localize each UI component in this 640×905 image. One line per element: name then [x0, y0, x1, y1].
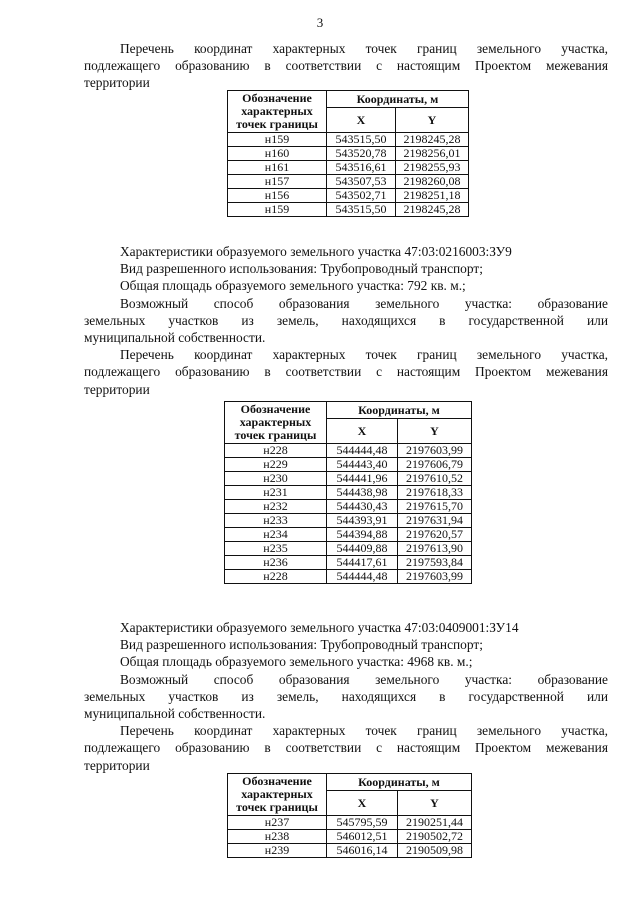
- table-row: [225, 500, 472, 514]
- table-row: [225, 486, 472, 500]
- method-line: муниципальной собственности.: [84, 330, 266, 346]
- method-line: Возможный способ образования земельного участка: образование: [120, 295, 608, 311]
- point-cell: н230: [225, 472, 327, 486]
- coordinates-table-2: [227, 773, 472, 858]
- method-line: муниципальной собственности.: [84, 706, 266, 722]
- x-cell: 544444,48: [327, 570, 398, 584]
- point-cell: н157: [228, 175, 327, 189]
- table-row: [225, 556, 472, 570]
- intro-line: Перечень координат характерных точек границ земельного участка,: [120, 41, 608, 56]
- coordinates-table-1: [224, 401, 472, 584]
- page-number: 3: [316, 15, 324, 30]
- y-cell: 2198245,28: [396, 203, 469, 217]
- point-cell: н159: [228, 133, 327, 147]
- y-cell: 2198255,93: [396, 161, 469, 175]
- table-row: [225, 514, 472, 528]
- y-cell: 2190502,72: [398, 830, 472, 844]
- table-row: [228, 189, 469, 203]
- table-row: [228, 816, 472, 830]
- point-cell: н236: [225, 556, 327, 570]
- y-cell: 2197593,84: [398, 556, 472, 570]
- y-cell: 2190509,98: [398, 844, 472, 858]
- x-cell: 544409,88: [327, 542, 398, 556]
- designation-header: Обозначение характерных точек границы: [228, 774, 327, 816]
- point-cell: н234: [225, 528, 327, 542]
- point-cell: н228: [225, 444, 327, 458]
- point-cell: н231: [225, 486, 327, 500]
- intro-line: подлежащего образованию в соответствии с настоящим Проектом межевания: [84, 740, 608, 756]
- coordinates-header: Координаты, м: [327, 402, 472, 419]
- table-row: [228, 147, 469, 161]
- point-cell: н159: [228, 203, 327, 217]
- designation-header: Обозначение характерных точек границы: [225, 402, 327, 444]
- y-cell: 2190251,44: [398, 816, 472, 830]
- point-cell: н238: [228, 830, 327, 844]
- section-2-text: [84, 619, 608, 774]
- area-line: Общая площадь образуемого земельного участка: 792 кв. м.;: [120, 278, 466, 294]
- x-header: X: [327, 419, 398, 444]
- x-cell: 544441,96: [327, 472, 398, 486]
- table-row: [225, 528, 472, 542]
- y-cell: 2197615,70: [398, 500, 472, 514]
- characteristics-line: Характеристики образуемого земельного участка 47:03:0409001:ЗУ14: [120, 620, 519, 635]
- table-row: [228, 161, 469, 175]
- table-row: [225, 542, 472, 556]
- x-cell: 544417,61: [327, 556, 398, 570]
- usage-line: Вид разрешенного использования: Трубопроводный транспорт;: [120, 637, 483, 653]
- coordinates-header: Координаты, м: [327, 774, 472, 791]
- y-header: Y: [396, 108, 469, 133]
- intro-line: территории: [84, 381, 150, 397]
- point-cell: н161: [228, 161, 327, 175]
- method-line: Возможный способ образования земельного участка: образование: [120, 671, 608, 687]
- y-cell: 2197618,33: [398, 486, 472, 500]
- y-header: Y: [398, 791, 472, 816]
- intro-line: территории: [84, 757, 150, 773]
- intro-line: подлежащего образованию в соответствии с настоящим Проектом межевания: [84, 364, 608, 380]
- table-row: [228, 830, 472, 844]
- y-cell: 2197603,99: [398, 444, 472, 458]
- y-cell: 2198260,08: [396, 175, 469, 189]
- method-line: земельных участков из земель, находящихся в государственной или: [84, 312, 608, 328]
- y-cell: 2197603,99: [398, 570, 472, 584]
- coordinates-header: Координаты, м: [327, 91, 469, 108]
- y-cell: 2198245,28: [396, 133, 469, 147]
- point-cell: н239: [228, 844, 327, 858]
- x-cell: 543515,50: [327, 133, 396, 147]
- characteristics-line: Характеристики образуемого земельного участка 47:03:0216003:ЗУ9: [120, 244, 512, 259]
- x-cell: 543516,61: [327, 161, 396, 175]
- point-cell: н233: [225, 514, 327, 528]
- designation-header: Обозначение характерных точек границы: [228, 91, 327, 133]
- area-line: Общая площадь образуемого земельного участка: 4968 кв. м.;: [120, 654, 473, 670]
- usage-line: Вид разрешенного использования: Трубопроводный транспорт;: [120, 261, 483, 277]
- point-cell: н156: [228, 189, 327, 203]
- table-row: [228, 175, 469, 189]
- x-cell: 544438,98: [327, 486, 398, 500]
- intro-line: подлежащего образованию в соответствии с настоящим Проектом межевания: [84, 58, 608, 74]
- section-1-text: [84, 243, 608, 398]
- x-cell: 544393,91: [327, 514, 398, 528]
- x-cell: 543502,71: [327, 189, 396, 203]
- x-cell: 544430,43: [327, 500, 398, 514]
- section-0-intro: [84, 40, 608, 92]
- x-cell: 546012,51: [327, 830, 398, 844]
- intro-line: территории: [84, 75, 150, 91]
- y-cell: 2197613,90: [398, 542, 472, 556]
- y-cell: 2198256,01: [396, 147, 469, 161]
- x-cell: 544444,48: [327, 444, 398, 458]
- table-row: [228, 133, 469, 147]
- x-cell: 545795,59: [327, 816, 398, 830]
- point-cell: н160: [228, 147, 327, 161]
- point-cell: н237: [228, 816, 327, 830]
- y-cell: 2197631,94: [398, 514, 472, 528]
- x-cell: 543507,53: [327, 175, 396, 189]
- point-cell: н232: [225, 500, 327, 514]
- x-header: X: [327, 791, 398, 816]
- x-cell: 544394,88: [327, 528, 398, 542]
- table-row: [228, 203, 469, 217]
- table-row: [225, 444, 472, 458]
- method-line: земельных участков из земель, находящихся в государственной или: [84, 688, 608, 704]
- x-cell: 543520,78: [327, 147, 396, 161]
- point-cell: н228: [225, 570, 327, 584]
- table-row: [225, 458, 472, 472]
- table-row: [225, 570, 472, 584]
- coordinates-table-0: [227, 90, 469, 217]
- y-cell: 2198251,18: [396, 189, 469, 203]
- intro-line: Перечень координат характерных точек границ земельного участка,: [120, 723, 608, 739]
- x-cell: 544443,40: [327, 458, 398, 472]
- x-header: X: [327, 108, 396, 133]
- y-cell: 2197606,79: [398, 458, 472, 472]
- x-cell: 543515,50: [327, 203, 396, 217]
- y-cell: 2197610,52: [398, 472, 472, 486]
- table-row: [228, 844, 472, 858]
- point-cell: н235: [225, 542, 327, 556]
- x-cell: 546016,14: [327, 844, 398, 858]
- table-row: [225, 472, 472, 486]
- point-cell: н229: [225, 458, 327, 472]
- intro-line: Перечень координат характерных точек границ земельного участка,: [120, 347, 608, 363]
- y-header: Y: [398, 419, 472, 444]
- y-cell: 2197620,57: [398, 528, 472, 542]
